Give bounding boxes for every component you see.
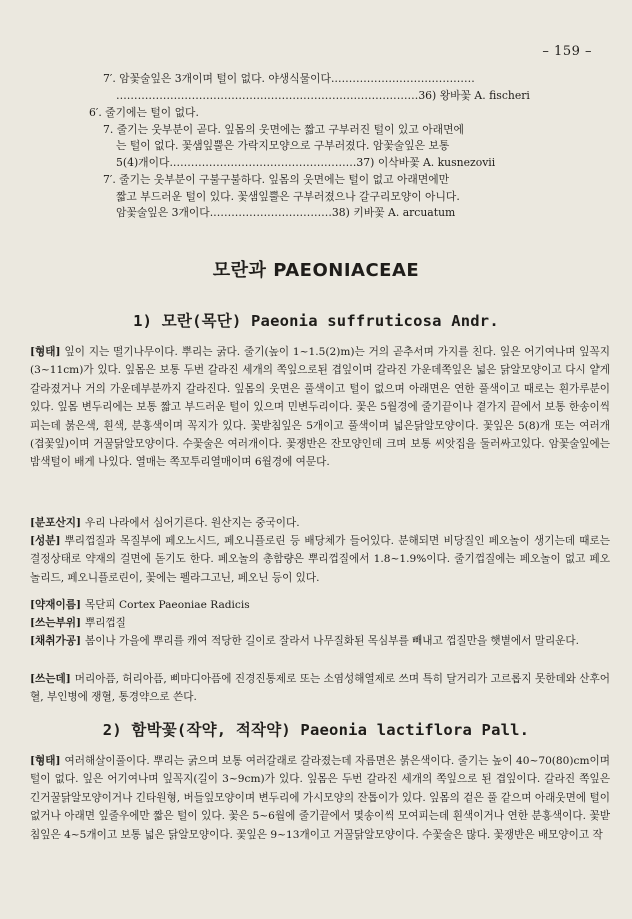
sp1-collection [30,632,610,650]
sp1-distribution [30,514,610,532]
species-2-title: 2) 함박꽃(작약, 적작약) Paeonia lactiflora Pall. [102,721,530,739]
key-line-7-c: 5(4)개이다.……………………………………………37) 이삭바꽃 A. kusnezovii [116,156,496,169]
sp1-drug-text: 목단피 Cortex Paeoniae Radicis [84,599,250,611]
sp2-form-paragraph [30,752,610,844]
key-line-7prime-b-b: 짧고 부드러운 털이 있다. 꽃샘잎뿔은 구부러졌으나 갈구리모양이 아니다. [116,190,460,203]
sp1-part-text: 뿌리껍질 [84,617,126,629]
sp1-form-text: 잎이 지는 떨기나무이다. 뿌리는 굵다. 줄기(높이 1~1.5(2)m)는 거의 곧추서며 가지를 친다. 잎은 어기여나며 잎꼭지(3~11cm)가 있다. 잎몸은 보통 두번 갈라진 세개의 쪽잎으로된 겹잎이며 갈라진 가운데쪽잎은 넓은 닭알모양이고 다시 얕게 갈라졌거나 거의 가운데부분까지 갈라진다. 잎몸의 웃면은 풀색이고 털이 없으며 아래면은 연한 풀색이고 때로는 흰가루분이 있다. 잎몸 변두리에는 보통 짧고 부드러운 털이 있으며 민변두리이다. 꽃은 5월경에 줄기끝이나 곁가지 끝에서 보통 한송이씩 피는데 붉은색, 흰색, 분홍색이며 꼭지가 있다. 꽃받침잎은 5개이고 풀색이며 넓은닭알모양이다. 꽃잎은 5(8)개 또는 여러개(겹꽃잎)이며 거꿀닭알모양이다. 수꽃술은 여러개이다. 꽃쟁반은 잔모양인데 크며 보통 씨앗집을 둘러싸고있다. 암꽃술잎에는 밤색털이 배게 나있다. 열매는 쪽꼬투리열매이며 6월경에 여문다. [30,346,610,469]
sp1-uses [30,670,610,707]
species-1-title: 1) 모란(목단) Paeonia suffruticosa Andr. [133,312,499,330]
sp1-components [30,532,610,587]
sp1-drug-name [30,596,610,614]
sp2-form-label: [형태] [30,755,61,767]
sp1-form-paragraph [30,343,610,472]
sp1-drug-label: [약재이름] [30,599,81,611]
sp1-part-label: [쓰는부위] [30,617,81,629]
sp1-form-label: [형태] [30,346,61,358]
sp2-form-text: 여러해살이풀이다. 뿌리는 굵으며 보통 여러갈래로 갈라졌는데 자름면은 붉은색이다. 줄기는 높이 40~70(80)cm이며 털이 없다. 잎은 어기여나며 잎꼭지(길이 3~9cm)가 있다. 잎몸은 두번 갈라진 세개의 쪽잎으로 된 겹잎이다. 갈라진 쪽잎은 긴거꿀닭알모양이거나 긴타원형, 버들잎모양이며 변두리에 가시모양의 잔톱이가 있다. 잎몸의 겉은 풀 같으며 아래웃면에 털이 없거나 아래면 잎줄우에만 짧은 털이 있다. 꽃은 5~6월에 줄기끝에서 몇송이씩 모여피는데 흰색이거나 연한 분홍색이다. 꽃받침잎은 4~5개이고 보통 넓은 닭알모양이다. 꽃잎은 9~13개이고 거꿀닭알모양이다. 수꽃술은 많다. 꽃쟁반은 배모양이고 작 [30,755,610,841]
key-line-6prime: 6′. 줄기에는 털이 없다. [89,106,199,119]
sp1-use-text: 머리아픔, 허리아픔, 삐마디아픔에 진경진통제로 또는 소염성해열제로 쓰며 특히 달거리가 고르롭지 못한데와 산후어혈, 부인병에 쟁혈, 통경약으로 쓴다. [30,673,610,704]
sp1-coll-text: 봄이나 가을에 뿌리를 캐여 적당한 길이로 잘라서 나무질화된 목심부를 빼내고 껍질만을 햇볕에서 말리운다. [84,635,580,647]
family-title: 모란과 PAEONIACEAE [212,260,420,281]
key-line-7-a: 7. 줄기는 웃부분이 곧다. 잎몸의 웃면에는 짧고 구부러진 털이 있고 아래면에 [103,123,464,136]
sp1-use-label: [쓰는데] [30,673,71,685]
key-line-7prime-b-c: 암꽃술잎은 3개이다.……………………………38) 키바꽃 A. arcuatum [116,206,456,219]
sp1-dist-label: [분포산지] [30,517,81,529]
key-line-7-b: 는 털이 없다. 꽃샘잎뿔은 가락지모양으로 구부러졌다. 암꽃술잎은 보통 [116,139,450,152]
key-line-7prime-b-a: 7′. 줄기는 웃부분이 구불구불하다. 잎몸의 웃면에는 털이 없고 아래면에만 [103,173,450,186]
sp1-used-part [30,614,610,632]
sp1-comp-label: [성분] [30,535,61,547]
sp1-coll-label: [채취가공] [30,635,81,647]
sp1-comp-text: 뿌리껍질과 목질부에 페오노시드, 페오니플로린 등 배당체가 들어있다. 분해되면 비당질인 페오놀이 생기는데 때로는 결정상태로 약재의 걸면에 돋기도 한다. 페오놀의 총함량은 뿌리껍질에서 1.8~1.9%이다. 줄기껍질에는 페오놀이 없고 페오놀리드, 페오니플로린이, 꽃에는 펠라그고닌, 페오닌 등이 있다. [30,535,610,584]
key-line-7prime-a-end: …………………………………………………………………………36) 왕바꽃 A. fischeri [116,89,530,102]
sp1-dist-text: 우리 나라에서 심어기른다. 원산지는 중국이다. [84,517,300,529]
key-line-7prime-a: 7′. 암꽃술잎은 3개이며 털이 없다. 야생식물이다.………………………………… [103,72,475,85]
page-number: – 159 – [542,44,592,59]
